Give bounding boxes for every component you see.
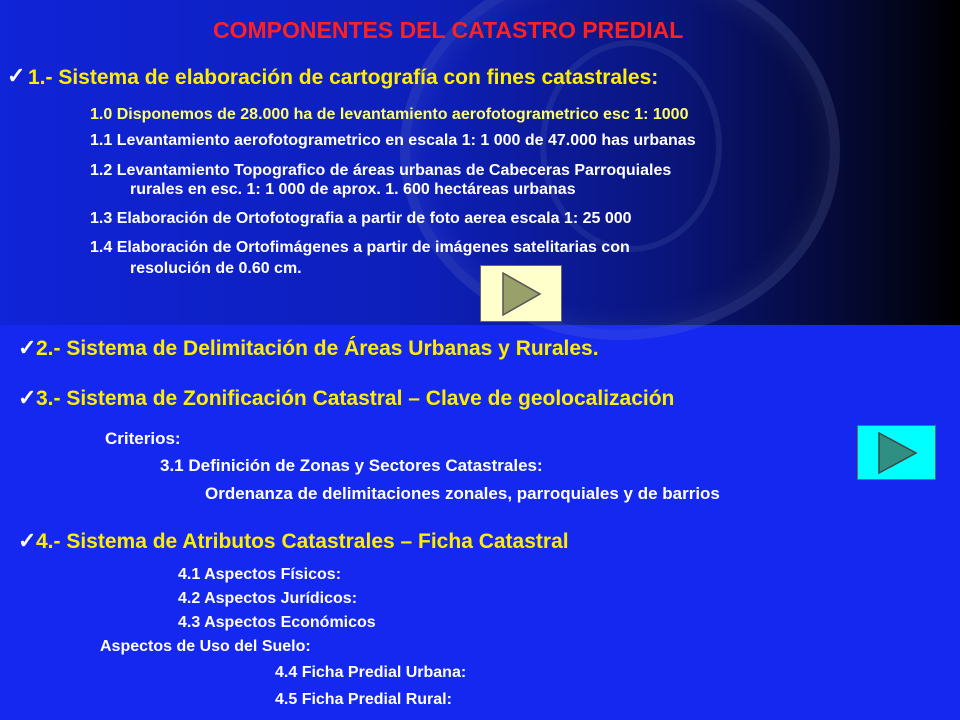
section-1-item: rurales en esc. 1: 1 000 de aprox. 1. 600 hectáreas urbanas <box>130 181 576 198</box>
section-4-item: 4.4 Ficha Predial Urbana: <box>275 664 467 681</box>
section-4-item: 4.2 Aspectos Jurídicos: <box>178 590 358 607</box>
section-1-item: 1.2 Levantamiento Topografico de áreas urbanas de Cabeceras Parroquiales <box>90 162 672 179</box>
section-4-item: Aspectos de Uso del Suelo: <box>100 638 311 655</box>
play-button-section-1[interactable] <box>480 265 562 322</box>
section-4-item: 4.3 Aspectos Económicos <box>178 614 376 631</box>
section-4-item: 4.1 Aspectos Físicos: <box>178 566 342 583</box>
section-2-heading: 2.- Sistema de Delimitación de Áreas Urbanas y Rurales. <box>36 337 599 360</box>
section-1-item: 1.3 Elaboración de Ortofotografia a partir de foto aerea escala 1: 25 000 <box>90 210 632 227</box>
play-triangle-icon <box>499 270 543 318</box>
section-3-heading: 3.- Sistema de Zonificación Catastral – Clave de geolocalización <box>36 387 675 410</box>
play-button-section-3[interactable] <box>857 425 936 480</box>
section-3-item: 3.1 Definición de Zonas y Sectores Catastrales: <box>160 456 543 475</box>
checkmark-icon: ✓ <box>18 528 37 553</box>
section-1-item: 1.4 Elaboración de Ortofimágenes a partir de imágenes satelitarias con <box>90 239 630 256</box>
section-4-item: 4.5 Ficha Predial Rural: <box>275 691 452 708</box>
checkmark-icon: ✓ <box>18 335 37 360</box>
section-1-item: 1.0 Disponemos de 28.000 ha de levantamiento aerofotogrametrico esc 1: 1000 <box>90 106 689 123</box>
checkmark-icon: ✓ <box>7 63 26 88</box>
page-title: COMPONENTES DEL CATASTRO PREDIAL <box>213 17 684 43</box>
section-4-heading: 4.- Sistema de Atributos Catastrales – Ficha Catastral <box>36 530 569 553</box>
section-1-item: 1.1 Levantamiento aerofotogrametrico en escala 1: 1 000 de 47.000 has urbanas <box>90 132 696 149</box>
section-3-item: Ordenanza de delimitaciones zonales, parroquiales y de barrios <box>205 484 720 503</box>
section-3-criterios: Criterios: <box>105 429 181 448</box>
play-triangle-icon <box>875 430 919 476</box>
section-1-heading: 1.- Sistema de elaboración de cartografía con fines catastrales: <box>28 66 659 89</box>
checkmark-icon: ✓ <box>18 385 37 410</box>
section-1-item: resolución de 0.60 cm. <box>130 260 302 277</box>
